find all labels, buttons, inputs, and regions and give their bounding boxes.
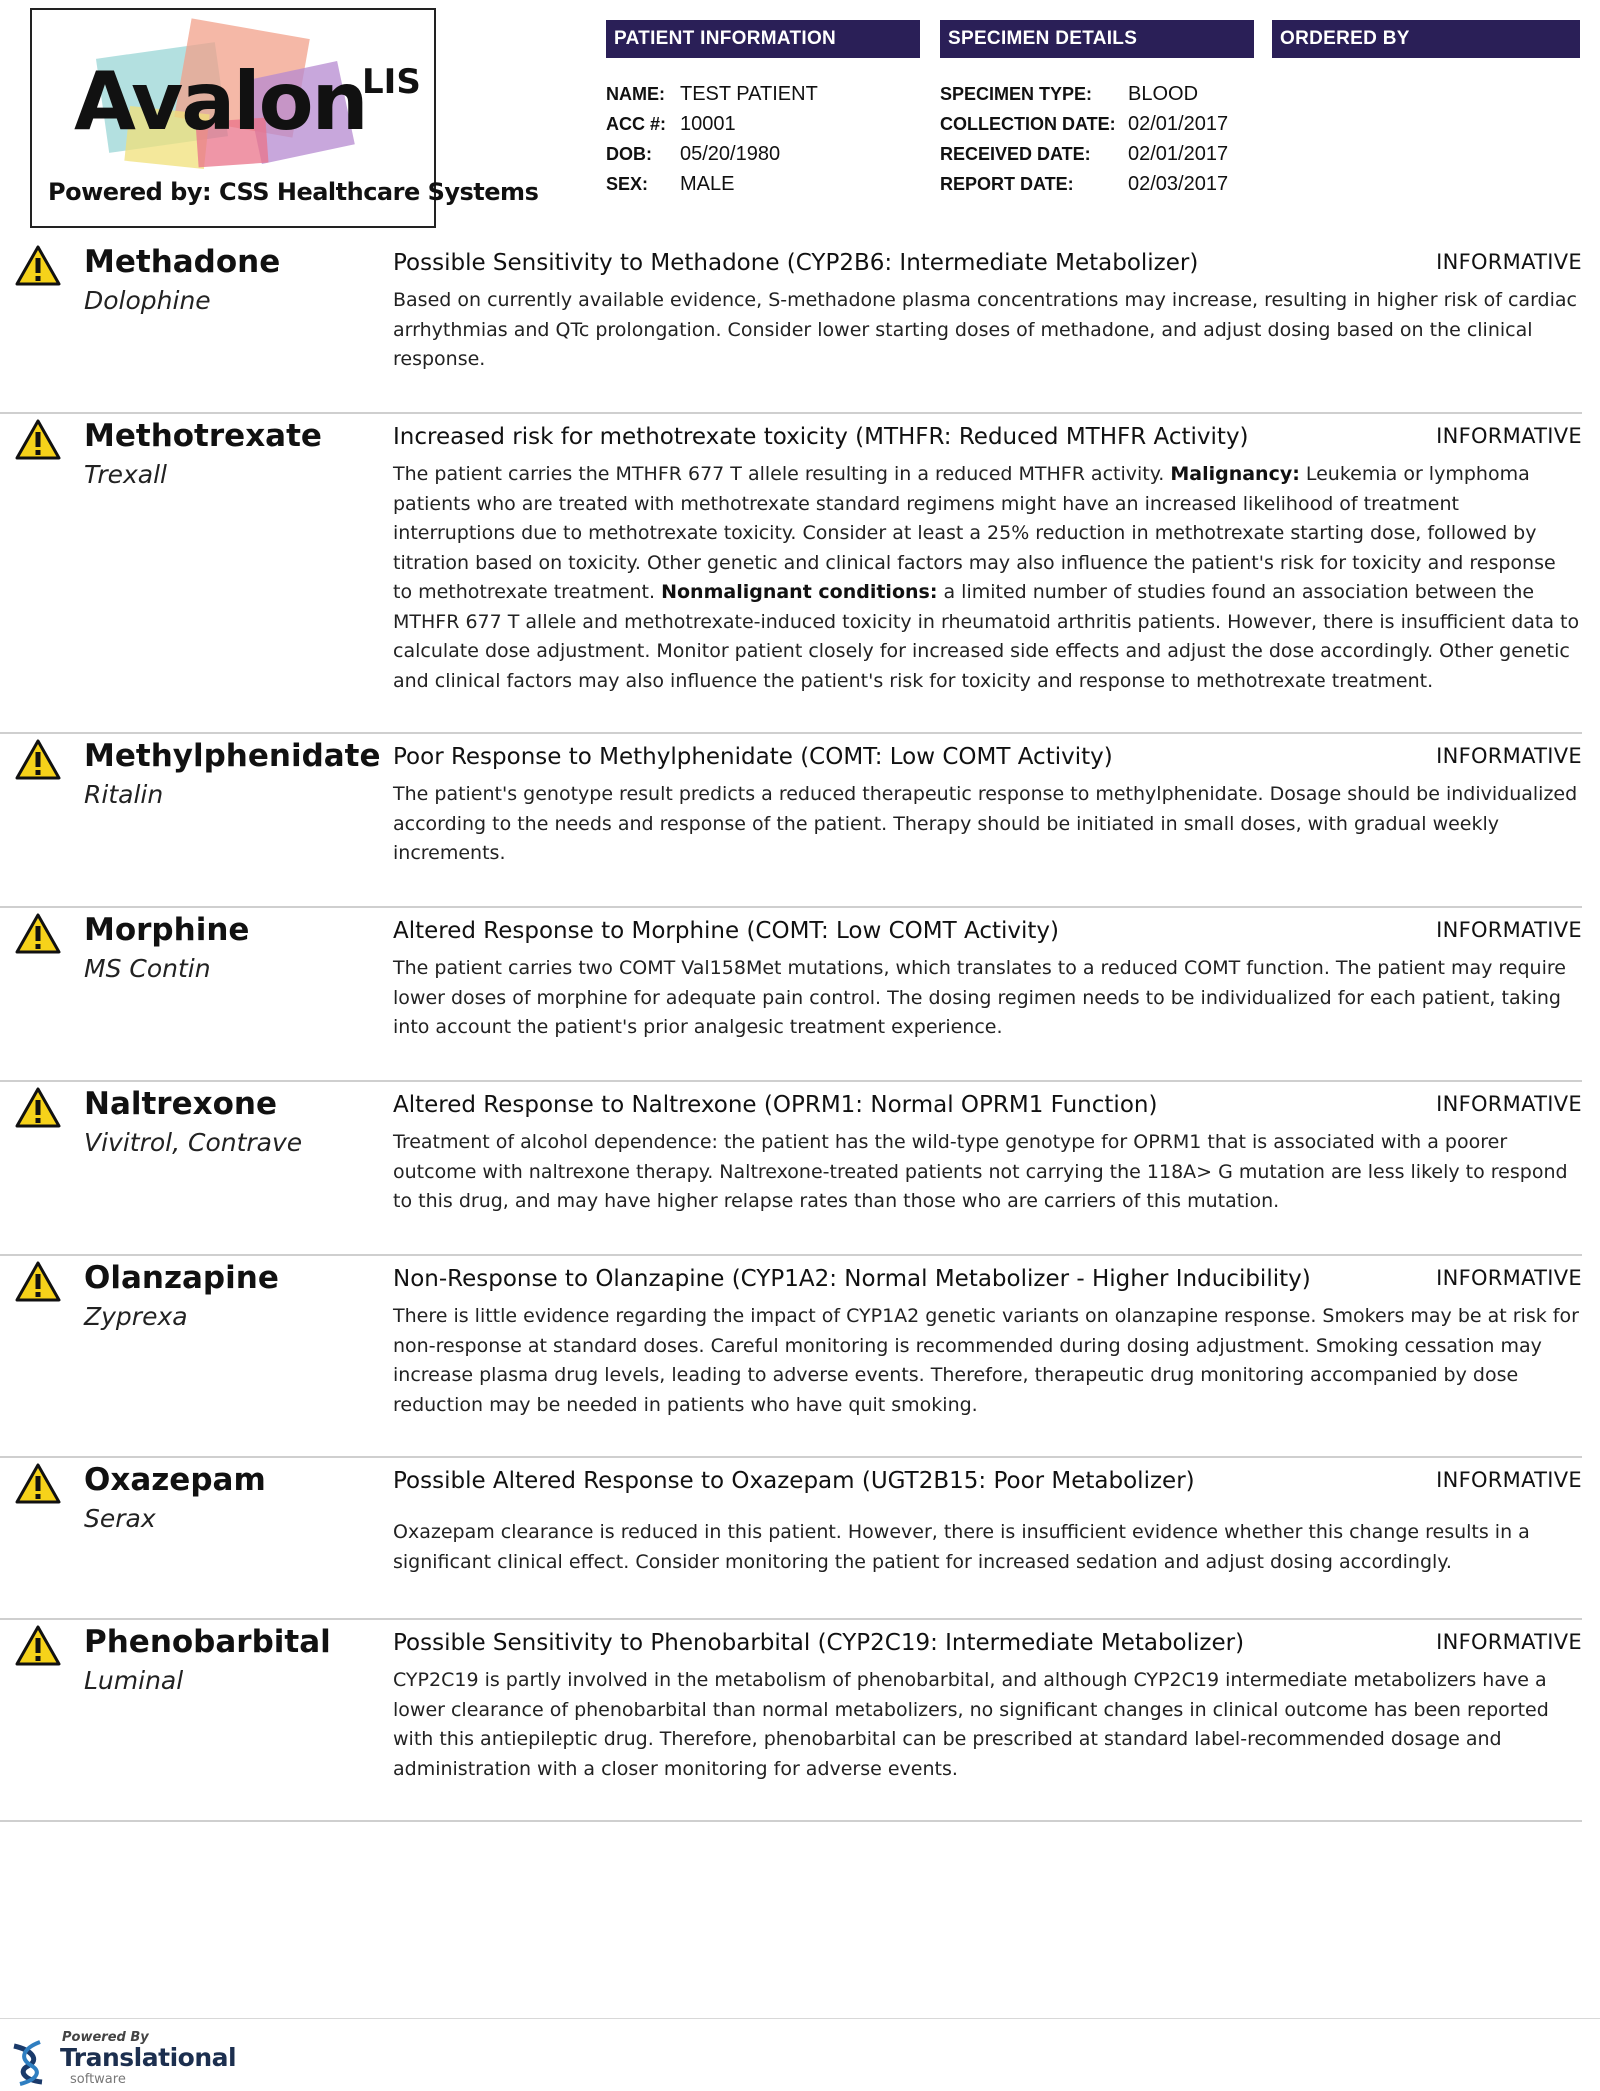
footer-powered-by: Powered By: [62, 2030, 149, 2045]
specimen-type: BLOOD: [1128, 83, 1199, 105]
received-date-label: RECEIVED DATE:: [940, 144, 1091, 164]
collection-date-label: COLLECTION DATE:: [940, 114, 1116, 134]
informative-tag: INFORMATIVE: [1436, 250, 1582, 274]
collection-date: 02/01/2017: [1128, 113, 1229, 135]
avalon-lis-logo: [30, 8, 539, 228]
drug-description: [393, 1518, 1580, 1577]
drug-finding-title: Possible Altered Response to Oxazepam (UGT2B15: Poor Metabolizer): [393, 1468, 1195, 1494]
drug-row-methotrexate: [0, 414, 1582, 734]
report-date: 02/03/2017: [1128, 173, 1229, 195]
drug-recommendation-list: [0, 240, 1582, 1822]
drug-description: [393, 780, 1580, 869]
drug-row-olanzapine: [0, 1256, 1582, 1458]
dna-helix-icon: [10, 2036, 54, 2086]
logo-name: Avalon: [74, 55, 367, 148]
name-label: NAME:: [606, 84, 665, 104]
sex-value: MALE: [680, 173, 735, 195]
description-text: The patient carries the MTHFR 677 T allele resulting in a reduced MTHFR activity.: [393, 463, 1171, 485]
received-date: 02/01/2017: [1128, 143, 1229, 165]
warning-icon: [14, 738, 62, 782]
warning-icon: [14, 1086, 62, 1130]
drug-finding-title: Non-Response to Olanzapine (CYP1A2: Normal Metabolizer - Higher Inducibility): [393, 1266, 1311, 1292]
drug-finding-title: Increased risk for methotrexate toxicity (MTHFR: Reduced MTHFR Activity): [393, 424, 1249, 450]
drug-name: Methylphenidate: [84, 738, 381, 774]
informative-tag: INFORMATIVE: [1436, 918, 1582, 942]
drug-name: Naltrexone: [84, 1086, 278, 1122]
sex-label: SEX:: [606, 174, 649, 194]
description-text: Leukemia or lymphoma patients who are treated with methotrexate standard regimens might have an increased likelihood of treatment interruptions due to methotrexate toxicity. Consider at least a 25% reduction in methotrexate starting dose, followed by titration based on toxicity. Other genetic and clinical factors may also influence the patient's risk for toxicity and response to methotrexate treatment.: [393, 463, 1556, 603]
description-text: CYP2C19 is partly involved in the metabolism of phenobarbital, and although CYP2C19 intermediate metabolizers have a lower clearance of phenobarbital than normal metabolizers, no significant changes in clinical outcome has been reported with this antiepileptic drug. Therefore, phenobarbital can be prescribed at standard label-recommended dosage and administration with a closer monitoring for adverse events.: [393, 1669, 1549, 1780]
drug-name: Oxazepam: [84, 1462, 266, 1498]
dob-value: 05/20/1980: [680, 143, 781, 165]
report-date-label: REPORT DATE:: [940, 174, 1074, 194]
warning-icon: [14, 1624, 62, 1668]
drug-finding-title: Altered Response to Naltrexone (OPRM1: Normal OPRM1 Function): [393, 1092, 1158, 1118]
drug-brand-names: Zyprexa: [84, 1302, 188, 1331]
drug-row-phenobarbital: [0, 1620, 1582, 1822]
warning-icon: [14, 1462, 62, 1506]
footer-divider: [0, 2018, 1600, 2019]
drug-description: [393, 286, 1580, 375]
specimen-type-label: SPECIMEN TYPE:: [940, 84, 1093, 104]
drug-finding-title: Poor Response to Methylphenidate (COMT: Low COMT Activity): [393, 744, 1113, 770]
logo-suffix: LIS: [362, 62, 421, 102]
drug-description: [393, 1666, 1580, 1784]
drug-brand-names: Ritalin: [84, 780, 164, 809]
drug-description: [393, 1128, 1580, 1217]
drug-row-methadone: [0, 240, 1582, 414]
informative-tag: INFORMATIVE: [1436, 1092, 1582, 1116]
drug-name: Phenobarbital: [84, 1624, 331, 1660]
footer-company-sub: software: [70, 2072, 126, 2087]
acc-number: 10001: [680, 113, 736, 135]
description-text: The patient's genotype result predicts a reduced therapeutic response to methylphenidate. Dosage should be individualized according to the needs and response of the patient. Therapy should be initiated in small doses, with gradual weekly increments.: [393, 783, 1578, 864]
drug-description: [393, 1302, 1580, 1420]
description-text: Based on currently available evidence, S-methadone plasma concentrations may increase, resulting in higher risk of cardiac arrhythmias and QTc prolongation. Consider lower starting doses of methadone, and adjust dosing based on the clinical response.: [393, 289, 1577, 370]
ordered-by-header: ORDERED BY: [1272, 20, 1580, 58]
drug-name: Olanzapine: [84, 1260, 279, 1296]
drug-brand-names: Luminal: [84, 1666, 184, 1695]
drug-brand-names: Dolophine: [84, 286, 211, 315]
informative-tag: INFORMATIVE: [1436, 1468, 1582, 1492]
warning-icon: [14, 912, 62, 956]
patient-name: TEST PATIENT: [680, 83, 818, 105]
description-emphasis: Malignancy:: [1170, 463, 1300, 485]
drug-name: Methadone: [84, 244, 281, 280]
drug-row-methylphenidate: [0, 734, 1582, 908]
description-text: The patient carries two COMT Val158Met mutations, which translates to a reduced COMT function. The patient may require lower doses of morphine for adequate pain control. The dosing regimen needs to be individualized for each patient, taking into account the patient's prior analgesic treatment experience.: [393, 957, 1566, 1038]
description-text: Treatment of alcohol dependence: the patient has the wild-type genotype for OPRM1 that is associated with a poorer outcome with naltrexone therapy. Naltrexone-treated patients not carrying the 118A> G mutation are less likely to respond to this drug, and may have higher relapse rates than those who are carriers of this mutation.: [393, 1131, 1568, 1212]
description-text: There is little evidence regarding the impact of CYP1A2 genetic variants on olanzapine response. Smokers may be at risk for non-response at standard doses. Careful monitoring is recommended during dosing adjustment. Smoking cessation may increase plasma drug levels, leading to adverse events. Therefore, therapeutic drug monitoring accompanied by dose reduction may be needed in patients who have quit smoking.: [393, 1305, 1579, 1416]
patient-information-header: PATIENT INFORMATION: [606, 20, 920, 58]
translational-software-logo: [10, 2028, 237, 2088]
drug-name: Morphine: [84, 912, 250, 948]
drug-finding-title: Possible Sensitivity to Phenobarbital (CYP2C19: Intermediate Metabolizer): [393, 1630, 1245, 1656]
warning-icon: [14, 418, 62, 462]
drug-finding-title: Possible Sensitivity to Methadone (CYP2B6: Intermediate Metabolizer): [393, 250, 1199, 276]
footer-company-name: Translational: [60, 2043, 237, 2072]
drug-row-oxazepam: [0, 1458, 1582, 1620]
drug-brand-names: Serax: [84, 1504, 156, 1533]
informative-tag: INFORMATIVE: [1436, 424, 1582, 448]
description-text: a limited number of studies found an association between the MTHFR 677 T allele and methotrexate-induced toxicity in rheumatoid arthritis patients. However, there is insufficient data to calculate dose adjustment. Monitor patient closely for increased side effects and adjust the dose accordingly. Other genetic and clinical factors may also influence the patient's risk for toxicity and response to methotrexate treatment.: [393, 581, 1580, 692]
drug-brand-names: MS Contin: [84, 954, 211, 983]
warning-icon: [14, 244, 62, 288]
logo-tagline: Powered by: CSS Healthcare Systems: [48, 178, 539, 206]
dob-label: DOB:: [606, 144, 652, 164]
drug-row-naltrexone: [0, 1082, 1582, 1256]
description-text: Oxazepam clearance is reduced in this patient. However, there is insufficient evidence whether this change results in a significant clinical effect. Consider monitoring the patient for increased sedation and adjust dosing accordingly.: [393, 1521, 1530, 1573]
drug-brand-names: Vivitrol, Contrave: [84, 1128, 303, 1157]
informative-tag: INFORMATIVE: [1436, 1630, 1582, 1654]
informative-tag: INFORMATIVE: [1436, 1266, 1582, 1290]
informative-tag: INFORMATIVE: [1436, 744, 1582, 768]
drug-finding-title: Altered Response to Morphine (COMT: Low COMT Activity): [393, 918, 1059, 944]
drug-description: [393, 460, 1580, 696]
drug-brand-names: Trexall: [84, 460, 167, 489]
acc-label: ACC #:: [606, 114, 667, 134]
specimen-details-header: SPECIMEN DETAILS: [940, 20, 1254, 58]
drug-description: [393, 954, 1580, 1043]
warning-icon: [14, 1260, 62, 1304]
drug-name: Methotrexate: [84, 418, 322, 454]
drug-row-morphine: [0, 908, 1582, 1082]
description-emphasis: Nonmalignant conditions:: [661, 581, 938, 603]
